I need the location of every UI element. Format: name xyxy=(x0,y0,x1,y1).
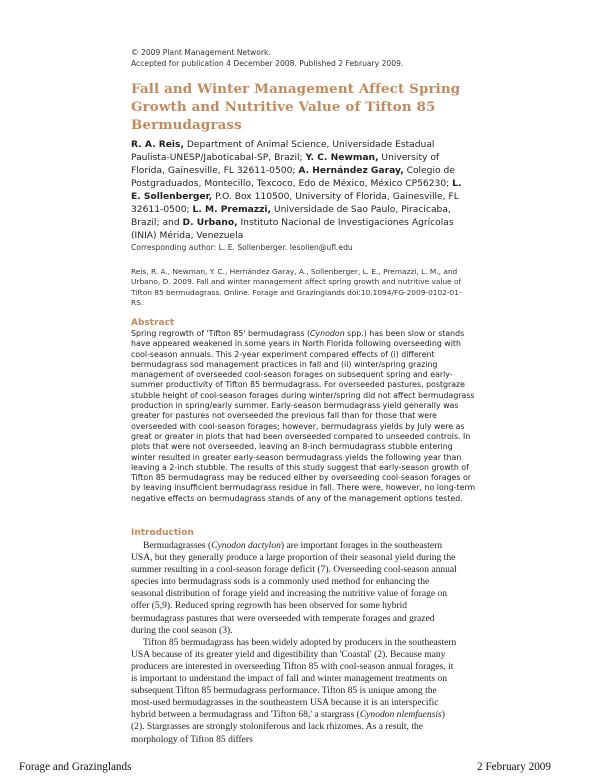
author-name: D. Urbano, xyxy=(182,218,238,228)
footer-journal: Forage and Grazinglands xyxy=(19,761,132,773)
introduction-paragraph xyxy=(131,540,457,637)
abstract-text xyxy=(131,329,476,504)
abstract-part: Spring regrowth of 'Tifton 85' bermudagrass ( xyxy=(131,329,311,338)
copyright-block xyxy=(131,47,551,69)
author-name: L. M. Premazzi, xyxy=(192,205,271,215)
abstract-heading: Abstract xyxy=(131,318,175,328)
author-name: Y. C. Newman, xyxy=(305,153,379,163)
affiliation-text: Instituto Nacional de Investigaciones Agrícolas (INIA) Mérida, Venezuela xyxy=(131,218,454,241)
introduction-text xyxy=(131,540,457,746)
intro-part: Tifton 85 bermudagrass has been widely adopted by producers in the southeastern USA because of its greater yield and digestibility than 'Coastal' (2). Because many producers are interested in overseeding Tifton 85 with cool-season annual forages, it is important to understand the impact of fall and winter management treatments on subsequent Tifton 85 bermudagrass performance. Tifton 85 is unique among the most-used bermudagrasses in the southeastern USA because it is an interspecific hybrid between a bermudagrass and 'Tifton 68,' a stargrass ( xyxy=(131,636,457,721)
copyright-line: © 2009 Plant Management Network. xyxy=(131,48,271,57)
introduction-paragraph xyxy=(131,637,457,746)
introduction-heading: Introduction xyxy=(131,528,194,538)
affiliation-text: Department of Animal Science, Universidade Estadual Paulista-UNESP/Jaboticabal-SP, Brazil; xyxy=(131,140,435,163)
abstract-italic: Cynodon xyxy=(310,329,345,338)
intro-part: Bermudagrasses ( xyxy=(143,540,212,551)
intro-italic: Cynodon nlemfuensis xyxy=(359,709,442,721)
author-name: R. A. Reis, xyxy=(131,140,184,150)
author-name: A. Hernández Garay, xyxy=(298,166,404,176)
affiliation-text: P.O. Box 110500, University of Florida, Gainesville, FL 32611-0500; xyxy=(131,192,459,215)
affiliation-text: Universidade de Sao Paulo, Piracicaba, Brazil; and xyxy=(131,205,451,228)
author-affiliations xyxy=(131,139,466,243)
affiliation-text: University of Florida, Gainesville, FL 32611-0500; xyxy=(131,153,440,176)
abstract-part: spp.) has been slow or stands have appeared weakened in some years in North Florida following overseeding with cool-season annuals. This 2-year experiment compared effects of (i) different bermudagrass sod management practices in fall and (ii) winter/spring grazing management of overseeded cool-season forages on subsequent spring and early-summer productivity of Tifton 85 bermudagrass. For overseeded pastures, postgraze stubble height of cool-season forages during winter/spring did not affect bermudagrass production in spring/early summer. Early-season bermudagrass yield generally was greater for pastures not overseeded the previous fall than for those that were overseeded with cool-season forages; however, bermudagrass yields by July were as great or greater in plots that had been overseeded compared to unseeded controls. In plots that were not overseeded, leaving an 8-inch bermudagrass stubble entering winter resulted in greater early-season bermudagrass yields the following year than leaving a 2-inch stubble. The results of this study suggest that early-season growth of Tifton 85 bermudagrass may be reduced either by overseeding cool-season forages or by leaving insufficient bermudagrass residue in fall. There were, however, no long-term negative effects on bermudagrass stands of any of the management options tested. xyxy=(131,329,476,503)
intro-italic: Cynodon dactylon xyxy=(211,540,281,551)
corresponding-author: Corresponding author: L. E. Sollenberger. lesollen@ufl.edu xyxy=(131,243,353,252)
intro-part: ) (2). Stargrasses are strongly stoloniferous and lack rhizomes. As a result, the morphology of Tifton 85 differs xyxy=(131,709,445,745)
publication-dates: Accepted for publication 4 December 2008. Published 2 February 2009. xyxy=(131,59,404,68)
affiliation-text: Colegio de Postgraduados, Montecillo, Texcoco, Edo de México, México CP56230; xyxy=(131,166,455,189)
author-name: L. E. Sollenberger, xyxy=(131,179,462,202)
footer-date: 2 February 2009 xyxy=(477,761,551,773)
article-title: Fall and Winter Management Affect Spring Growth and Nutritive Value of Tifton 85 Bermudagrass xyxy=(131,81,461,133)
intro-part: ) are important forages in the southeastern USA, but they generally produce a large proportion of their seasonal yield during the summer resulting in a cool-season forage deficit (7). Overseeding cool-season annual species into bermudagrass sods is a commonly used method for enhancing the seasonal distribution of forage yield and increasing the nutritive value of forage on offer (5,9). Reduced spring regrowth has been observed for some hybrid bermudagrass pastures that were overseeded with temperate forages and grazed during the cool season (3). xyxy=(131,540,457,636)
citation: Reis, R. A., Newman, Y. C., Hernández Garay, A., Sollenberger, L. E., Premazzi, L. M., and Urbano, D. 2009. Fall and winter management affect spring growth and nutritive value of Tifton 85 bermudagrass. Online. Forage and Grazinglands doi:10.1094/FG-2009-0102-01-RS. xyxy=(131,267,462,308)
